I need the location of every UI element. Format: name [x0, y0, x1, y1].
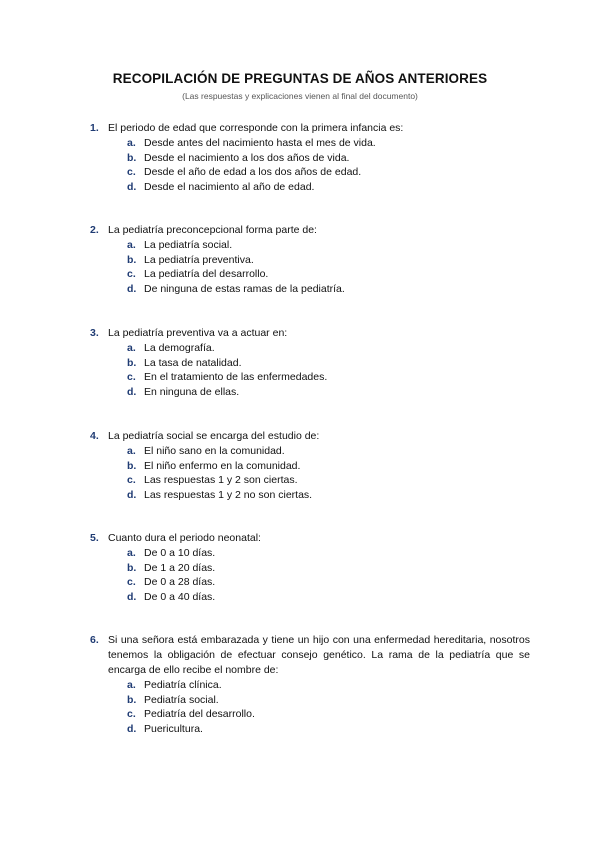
- option-a: [127, 444, 530, 459]
- question-5: [90, 531, 530, 605]
- option-c: [127, 165, 530, 180]
- option-d: [127, 282, 530, 297]
- option-letter: b.: [127, 693, 137, 706]
- question-text: El periodo de edad que corresponde con la primera infancia es:: [108, 122, 404, 134]
- question-text: La pediatría social se encarga del estudio de:: [108, 430, 320, 442]
- question-number: 3.: [90, 327, 99, 339]
- question-number: 2.: [90, 224, 99, 236]
- option-letter: b.: [127, 561, 137, 574]
- option-b: [127, 253, 530, 268]
- option-a: [127, 136, 530, 151]
- option-text: El niño sano en la comunidad.: [144, 445, 285, 457]
- document-subtitle: (Las respuestas y explicaciones vienen al final del documento): [182, 91, 418, 101]
- option-letter: d.: [127, 181, 137, 194]
- option-text: Desde el año de edad a los dos años de edad.: [144, 166, 362, 179]
- option-letter: a.: [127, 679, 136, 691]
- option-list: [127, 136, 530, 195]
- option-text: En ninguna de ellas.: [144, 386, 240, 399]
- option-letter: c.: [127, 268, 136, 281]
- option-list: [127, 678, 530, 737]
- option-text: De 0 a 10 días.: [144, 547, 216, 559]
- question-text: Cuanto dura el periodo neonatal:: [108, 532, 261, 544]
- question-3: [90, 326, 530, 400]
- option-letter: a.: [127, 547, 136, 559]
- option-letter: c.: [127, 474, 136, 487]
- option-letter: d.: [127, 723, 137, 736]
- option-c: [127, 473, 530, 488]
- option-text: Las respuestas 1 y 2 son ciertas.: [144, 474, 298, 487]
- option-c: [127, 370, 530, 385]
- option-text: De 0 a 40 días.: [144, 591, 216, 604]
- option-text: Desde el nacimiento a los dos años de vida.: [144, 151, 350, 164]
- option-letter: d.: [127, 283, 137, 296]
- question-text: La pediatría preventiva va a actuar en:: [108, 327, 288, 339]
- option-text: El niño enfermo en la comunidad.: [144, 459, 301, 472]
- option-list: [127, 341, 530, 400]
- option-list: [127, 546, 530, 605]
- question-2: [90, 223, 530, 297]
- option-letter: c.: [127, 371, 136, 384]
- option-text: Pediatría del desarrollo.: [144, 708, 255, 721]
- option-letter: a.: [127, 342, 136, 354]
- option-text: De ninguna de estas ramas de la pediatría.: [144, 283, 345, 296]
- option-a: [127, 341, 530, 356]
- option-letter: a.: [127, 137, 136, 149]
- option-list: [127, 444, 530, 503]
- option-d: [127, 722, 530, 737]
- question-4: [90, 429, 530, 503]
- option-text: Desde el nacimiento al año de edad.: [144, 181, 315, 194]
- option-letter: b.: [127, 253, 137, 266]
- option-letter: c.: [127, 166, 136, 179]
- option-text: Puericultura.: [144, 723, 203, 736]
- option-list: [127, 238, 530, 297]
- option-text: La pediatría del desarrollo.: [144, 268, 269, 281]
- option-b: [127, 356, 530, 371]
- option-d: [127, 590, 530, 605]
- option-d: [127, 488, 530, 503]
- option-d: [127, 385, 530, 400]
- option-letter: b.: [127, 356, 137, 369]
- option-text: Pediatría social.: [144, 693, 219, 706]
- option-b: [127, 459, 530, 474]
- option-letter: a.: [127, 239, 136, 251]
- option-text: La tasa de natalidad.: [144, 356, 242, 369]
- option-text: Pediatría clínica.: [144, 679, 222, 691]
- option-letter: c.: [127, 708, 136, 721]
- option-a: [127, 678, 530, 693]
- question-text: La pediatría preconcepcional forma parte de:: [108, 224, 317, 236]
- question-text: Si una señora está embarazada y tiene un hijo con una enfermedad hereditaria, nosotros tenemos la obligación de efectuar consejo genético. La rama de la pediatría que se encarga de ello recibe el nombre de:: [108, 634, 530, 676]
- option-letter: c.: [127, 576, 136, 589]
- option-text: La demografía.: [144, 342, 215, 354]
- question-number: 6.: [90, 634, 99, 646]
- option-d: [127, 180, 530, 195]
- option-c: [127, 267, 530, 282]
- option-a: [127, 546, 530, 561]
- option-text: De 1 a 20 días.: [144, 561, 216, 574]
- option-b: [127, 693, 530, 708]
- option-letter: a.: [127, 445, 136, 457]
- question-1: [90, 121, 530, 195]
- option-letter: d.: [127, 591, 137, 604]
- option-text: Desde antes del nacimiento hasta el mes de vida.: [144, 137, 376, 149]
- option-a: [127, 238, 530, 253]
- option-c: [127, 707, 530, 722]
- question-number: 4.: [90, 430, 99, 442]
- question-6: [90, 633, 530, 737]
- option-text: La pediatría social.: [144, 239, 233, 251]
- option-letter: d.: [127, 386, 137, 399]
- option-letter: d.: [127, 489, 137, 502]
- option-text: En el tratamiento de las enfermedades.: [144, 371, 328, 384]
- option-text: Las respuestas 1 y 2 no son ciertas.: [144, 489, 313, 502]
- question-number: 1.: [90, 122, 99, 134]
- option-letter: b.: [127, 151, 137, 164]
- question-number: 5.: [90, 532, 99, 544]
- option-c: [127, 575, 530, 590]
- option-text: La pediatría preventiva.: [144, 253, 254, 266]
- option-b: [127, 151, 530, 166]
- option-letter: b.: [127, 459, 137, 472]
- document-title: RECOPILACIÓN DE PREGUNTAS DE AÑOS ANTERIORES: [112, 71, 488, 86]
- option-text: De 0 a 28 días.: [144, 576, 216, 589]
- option-b: [127, 561, 530, 576]
